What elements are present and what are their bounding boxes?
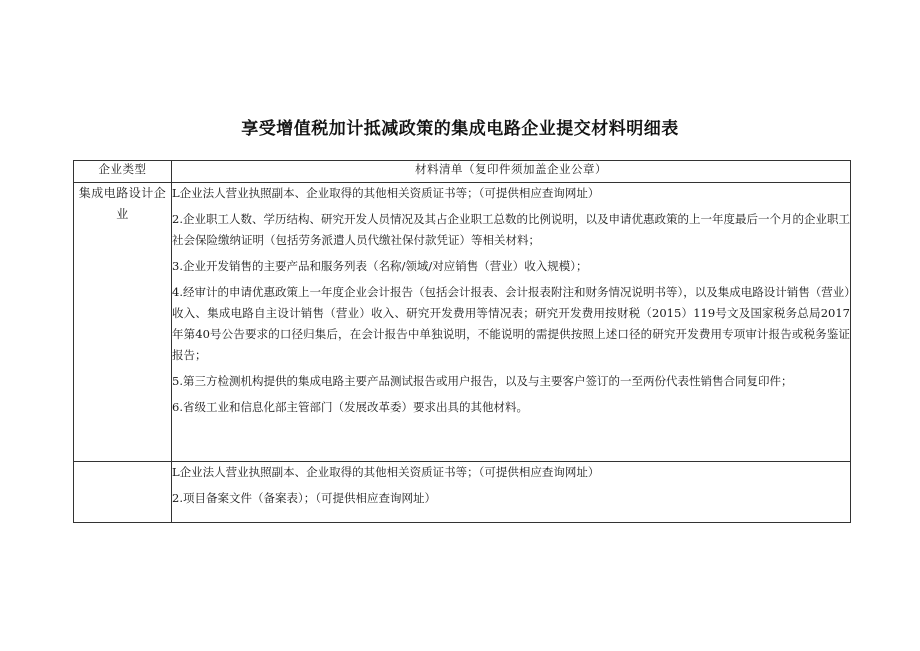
list-item: 2.项目备案文件（备案表）；（可提供相应查询网址） [172,491,436,505]
header-enterprise-type: 企业类型 [74,161,172,183]
list-item: 3.企业开发销售的主要产品和服务列表（名称/领域/对应销售（营业）收入规模）； [172,259,588,273]
enterprise-type-cell [74,462,172,523]
list-item: L企业法人营业执照副本、企业取得的其他相关资质证书等；（可提供相应查询网址） [172,186,600,200]
list-item: 4.经审计的申请优惠政策上一年度企业会计报告（包括会计报表、会计报表附注和财务情况说明书等），以及集成电路设计销售（营业）收入、集成电路自主设计销售（营业）收入、研究开发费用等情况表；研究开发费用按财税（2015）119号文及国家税务总局2017年第40号公告要求的口径归集后，在会计报告中单独说明，不能说明的需提供按照上述口径的研究开发费用专项审计报告或税务鉴证报告； [172,285,850,362]
header-materials-list: 材料清单（复印件须加盖企业公章） [172,161,851,183]
list-item: 5.第三方检测机构提供的集成电路主要产品测试报告或用户报告，以及与主要客户签订的一至两份代表性销售合同复印件； [172,374,793,388]
materials-list-cell [172,462,851,523]
list-item: 2.企业职工人数、学历结构、研究开发人员情况及其占企业职工总数的比例说明，以及申请优惠政策的上一年度最后一个月的企业职工社会保险缴纳证明（包括劳务派遣人员代缴社保付款凭证）等相关材料； [172,212,850,247]
table-row [74,462,851,523]
table-row [74,183,851,462]
materials-list-cell [172,183,851,462]
enterprise-type-cell: 集成电路设计企业 [74,183,172,462]
materials-table [73,160,851,523]
list-item: 6.省级工业和信息化部主管部门（发展改革委）要求出具的其他材料。 [172,400,528,414]
document-title: 享受增值税加计抵减政策的集成电路企业提交材料明细表 [241,119,679,139]
list-item: L企业法人营业执照副本、企业取得的其他相关资质证书等；（可提供相应查询网址） [172,465,600,479]
table-header-row [74,161,851,183]
